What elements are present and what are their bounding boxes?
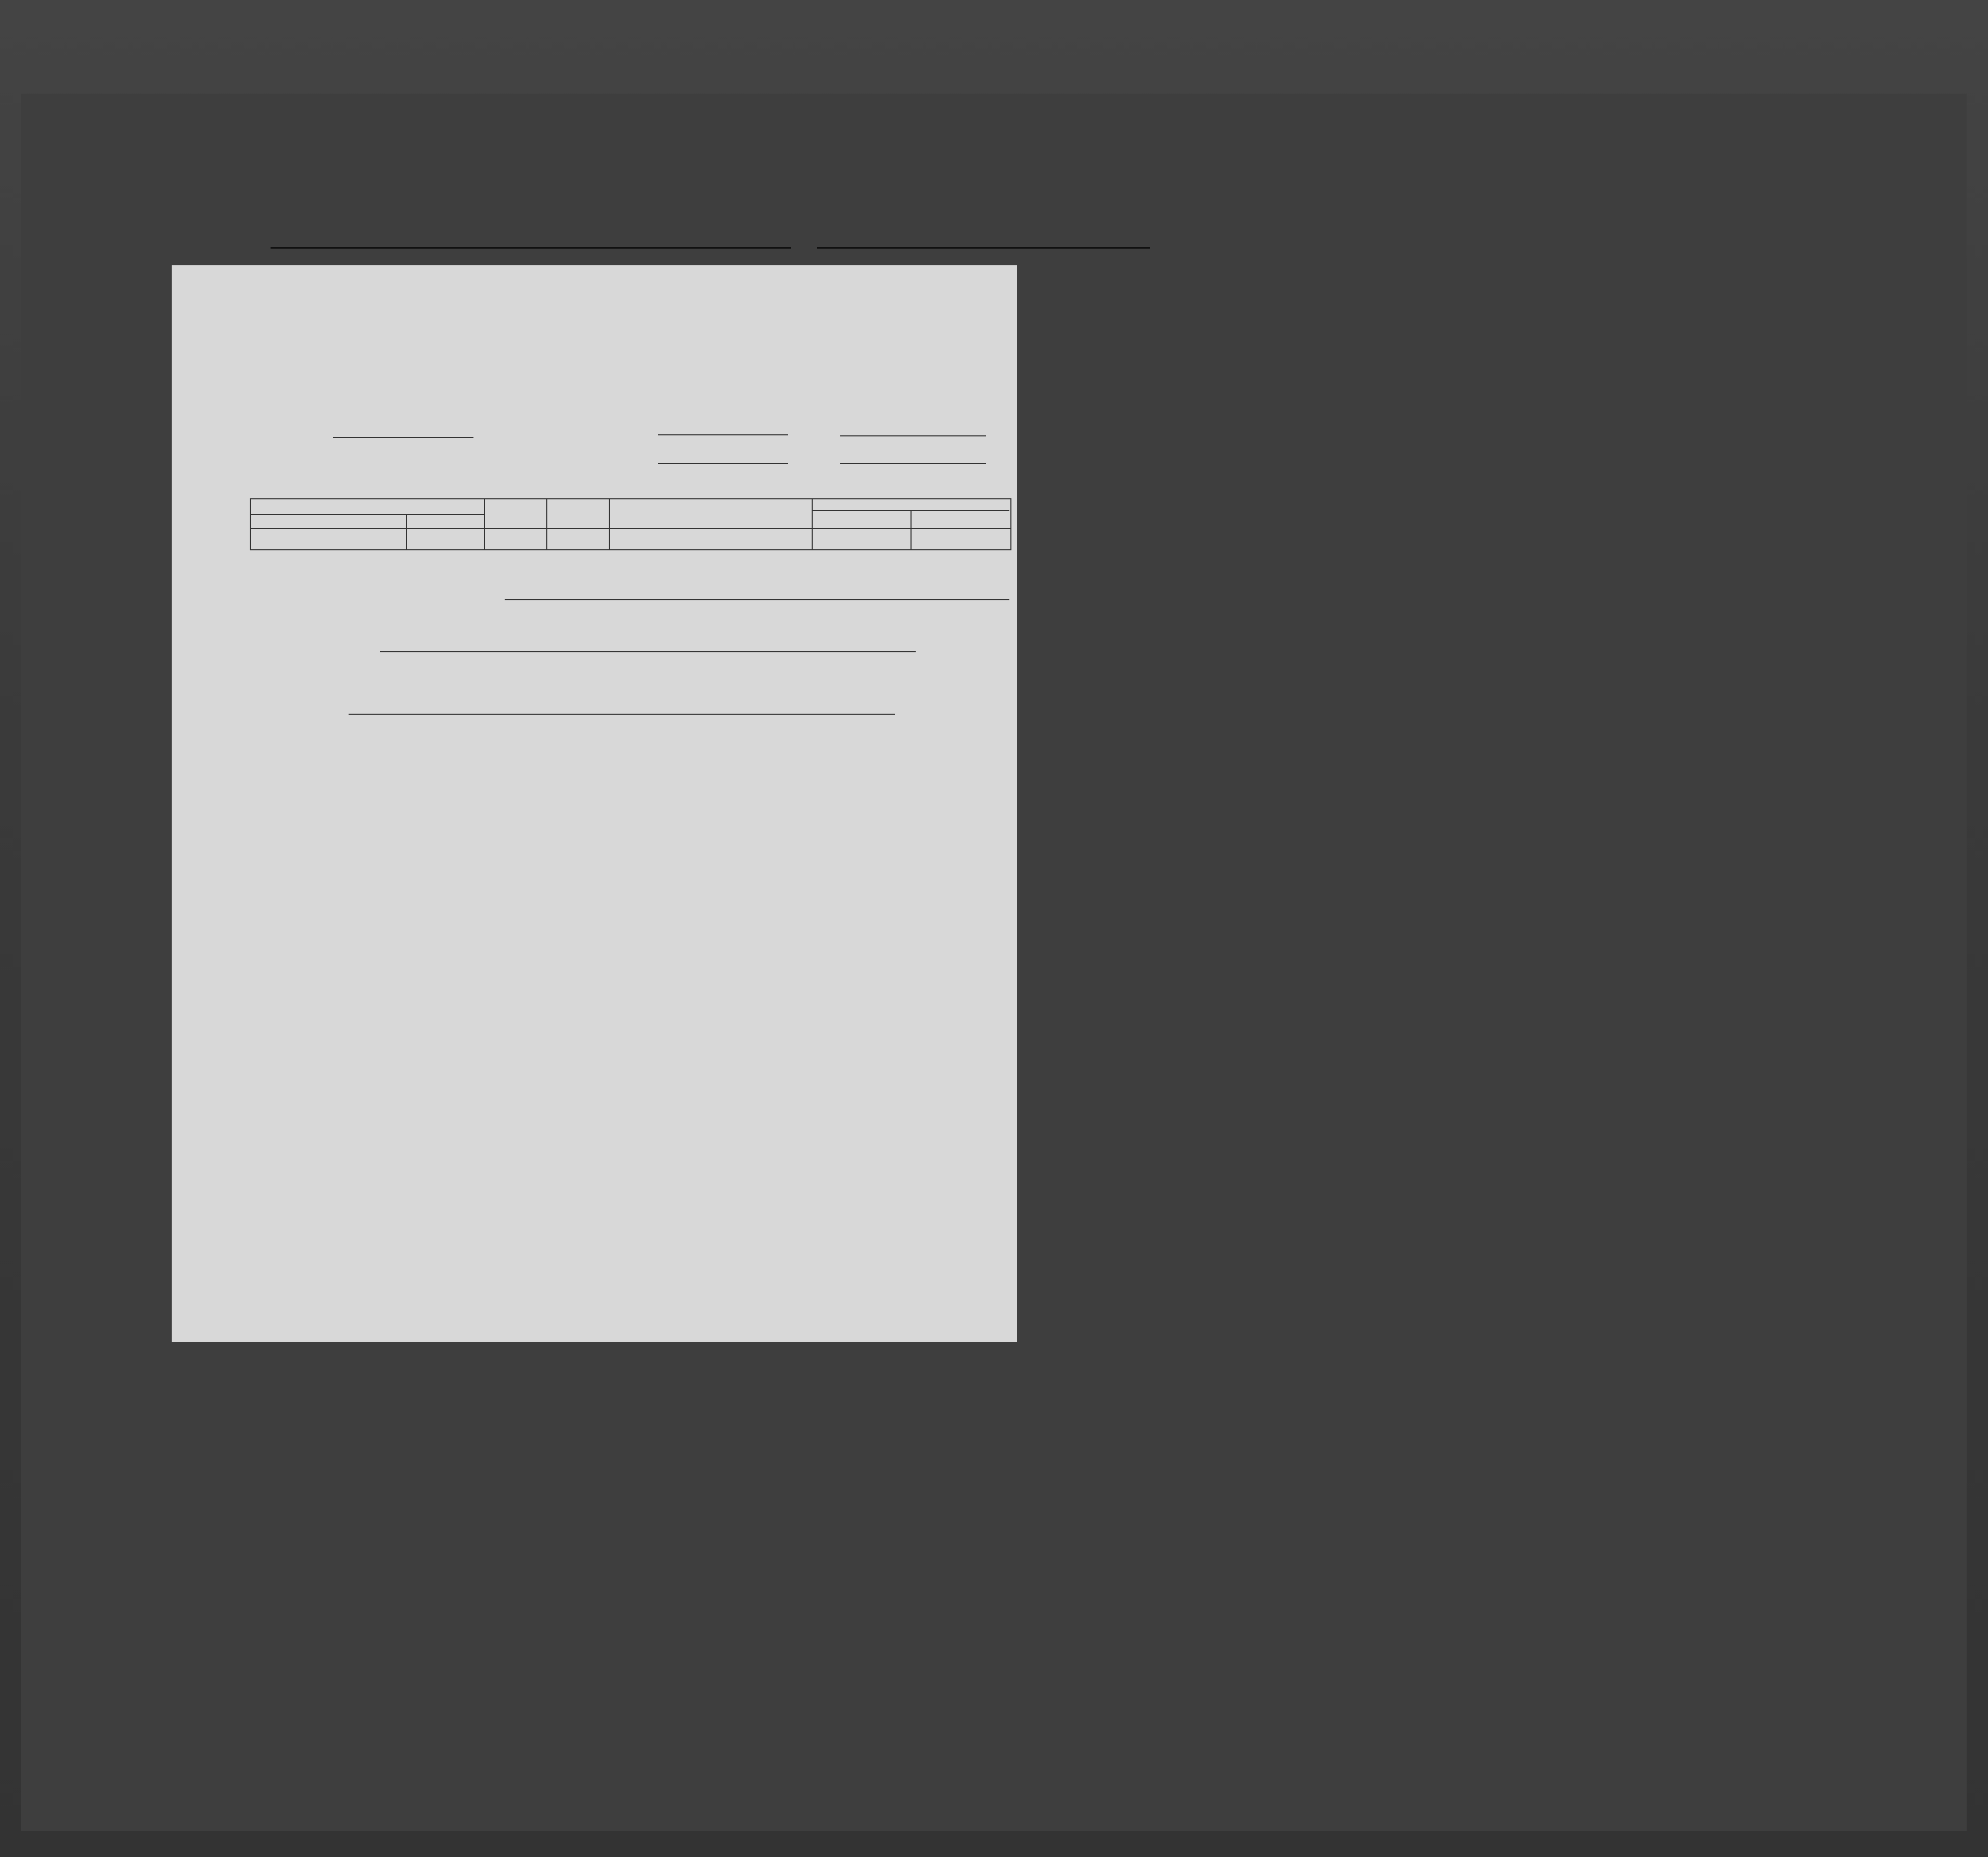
name-table-rule xyxy=(250,528,1010,529)
name-table-rule xyxy=(609,498,610,549)
arriving-underline xyxy=(658,463,788,464)
dep-date-underline xyxy=(840,435,986,436)
port-underline xyxy=(271,247,791,249)
information-sheet xyxy=(172,265,1017,1342)
date-underline xyxy=(817,247,1150,249)
name-table-rule xyxy=(812,498,813,549)
name-table-rule xyxy=(250,514,484,515)
departing-underline xyxy=(658,434,788,435)
name-table-rule xyxy=(406,514,407,549)
arr-date-underline xyxy=(840,463,986,464)
birth-underline xyxy=(380,651,916,652)
name-table-rule xyxy=(546,498,547,549)
read-underline xyxy=(349,714,895,715)
name-table xyxy=(250,498,1011,550)
name-table-rule xyxy=(910,510,912,549)
destination-underline xyxy=(505,599,1009,600)
aircraft-underline xyxy=(333,437,473,438)
name-table-rule xyxy=(484,498,485,549)
